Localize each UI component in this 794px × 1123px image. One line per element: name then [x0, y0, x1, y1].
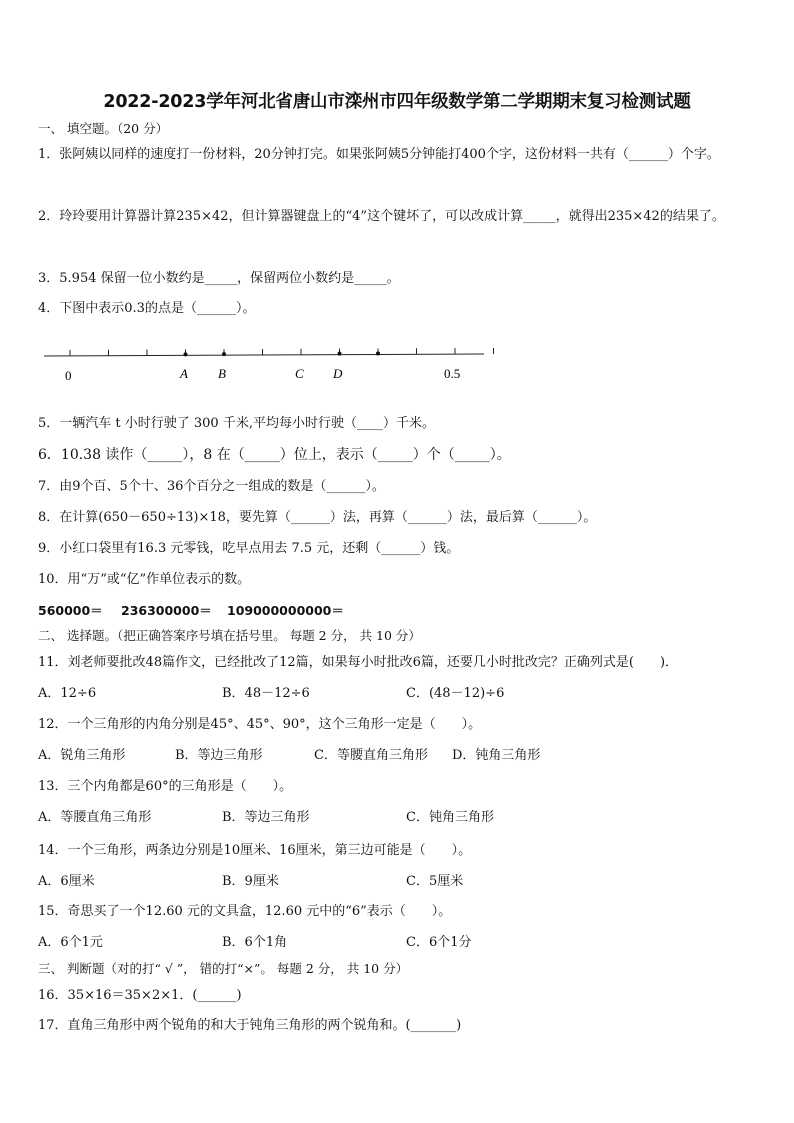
q14-choice-b: B．9厘米	[222, 874, 279, 889]
section-heading-choice: 二、 选择题。（把正确答案序号填在括号里。 每题 2 分， 共 10 分）	[38, 628, 421, 643]
q11-choice-a: A．12÷6	[38, 686, 97, 701]
number-line-axis	[44, 354, 484, 356]
q12-choice-a: A．锐角三角形	[38, 748, 126, 763]
q11-choice-b: B．48－12÷6	[222, 686, 310, 701]
number-line-point-c	[338, 352, 342, 356]
number-line-label-0-5: 0.5	[444, 366, 461, 381]
number-line-point-a	[184, 352, 188, 356]
number-line-label-0: 0	[65, 368, 72, 383]
number-line-point-d	[376, 351, 380, 355]
q10-item-1: 560000＝	[38, 603, 103, 618]
page-title: 2022-2023学年河北省唐山市滦州市四年级数学第二学期期末复习检测试题	[103, 92, 691, 112]
q13-choice-a: A．等腰直角三角形	[38, 810, 152, 825]
question-16: 16．35×16＝35×2×1．(______)	[38, 988, 242, 1003]
number-line-label-a: A	[180, 366, 188, 381]
q14-choice-c: C．5厘米	[406, 874, 464, 889]
q12-choice-c: C．等腰直角三角形	[314, 748, 428, 763]
q11-choice-c: C．(48－12)÷6	[406, 686, 505, 701]
question-6: 6．10.38 读作（_____），8 在（_____）位上，表示（_____）个（_____）。	[38, 447, 511, 463]
q12-choice-b: B．等边三角形	[175, 748, 263, 763]
question-4: 4．下图中表示0.3的点是（______）。	[38, 301, 256, 316]
q13-choice-c: C．钝角三角形	[406, 810, 494, 825]
question-14: 14．一个三角形，两条边分别是10厘米、16厘米，第三边可能是（ ）。	[38, 843, 472, 858]
question-9: 9．小红口袋里有16.3 元零钱，吃早点用去 7.5 元，还剩（______）钱。	[38, 541, 460, 556]
number-line-label-d: D	[333, 366, 343, 381]
question-5: 5．一辆汽车 t 小时行驶了 300 千米,平均每小时行驶（____）千米。	[38, 416, 435, 431]
q10-item-3: 109000000000＝	[227, 603, 344, 618]
q13-choice-b: B．等边三角形	[222, 810, 310, 825]
q15-choice-a: A．6个1元	[38, 935, 103, 950]
q10-item-2: 236300000＝	[121, 603, 212, 618]
number-line-label-c: C	[295, 366, 304, 381]
q12-choice-d: D．钝角三角形	[452, 748, 541, 763]
question-15: 15．奇思买了一个12.60 元的文具盒，12.60 元中的“6”表示（ ）。	[38, 904, 452, 919]
question-12: 12．一个三角形的内角分别是45°、45°、90°，这个三角形一定是（ ）。	[38, 717, 482, 732]
question-13: 13．三个内角都是60°的三角形是（ ）。	[38, 779, 293, 794]
q15-choice-c: C．6个1分	[406, 935, 472, 950]
number-line-label-b: B	[218, 366, 226, 381]
number-line-point-b	[222, 352, 226, 356]
question-7: 7．由9个百、5个十、36个百分之一组成的数是（______）。	[38, 479, 385, 494]
question-2: 2．玲玲要用计算器计算235×42，但计算器键盘上的“4”这个键坏了，可以改成计算_____，就得出235×42的结果了。	[38, 209, 725, 224]
section-heading-fill-in: 一、 填空题。（20 分）	[38, 121, 169, 136]
question-1: 1．张阿姨以同样的速度打一份材料，20分钟打完。如果张阿姨5分钟能打400个字，这份材料一共有（______）个字。	[38, 147, 720, 162]
question-8: 8．在计算(650－650÷13)×18，要先算（______）法，再算（______）法，最后算（______）。	[38, 510, 597, 525]
section-heading-judgement: 三、 判断题（对的打“ √ ”， 错的打“×”。 每题 2 分， 共 10 分）	[38, 961, 409, 976]
question-11: 11．刘老师要批改48篇作文，已经批改了12篇，如果每小时批改6篇，还要几小时批改完？正确列式是( )．	[38, 655, 679, 670]
question-10: 10．用“万”或“亿”作单位表示的数。	[38, 572, 251, 587]
question-17: 17．直角三角形中两个锐角的和大于钝角三角形的两个锐角和。(_______)	[38, 1018, 462, 1033]
question-3: 3．5.954 保留一位小数约是_____，保留两位小数约是_____。	[38, 271, 400, 286]
q15-choice-b: B．6个1角	[222, 935, 288, 950]
q14-choice-a: A．6厘米	[38, 874, 95, 889]
number-line-figure	[38, 340, 498, 386]
